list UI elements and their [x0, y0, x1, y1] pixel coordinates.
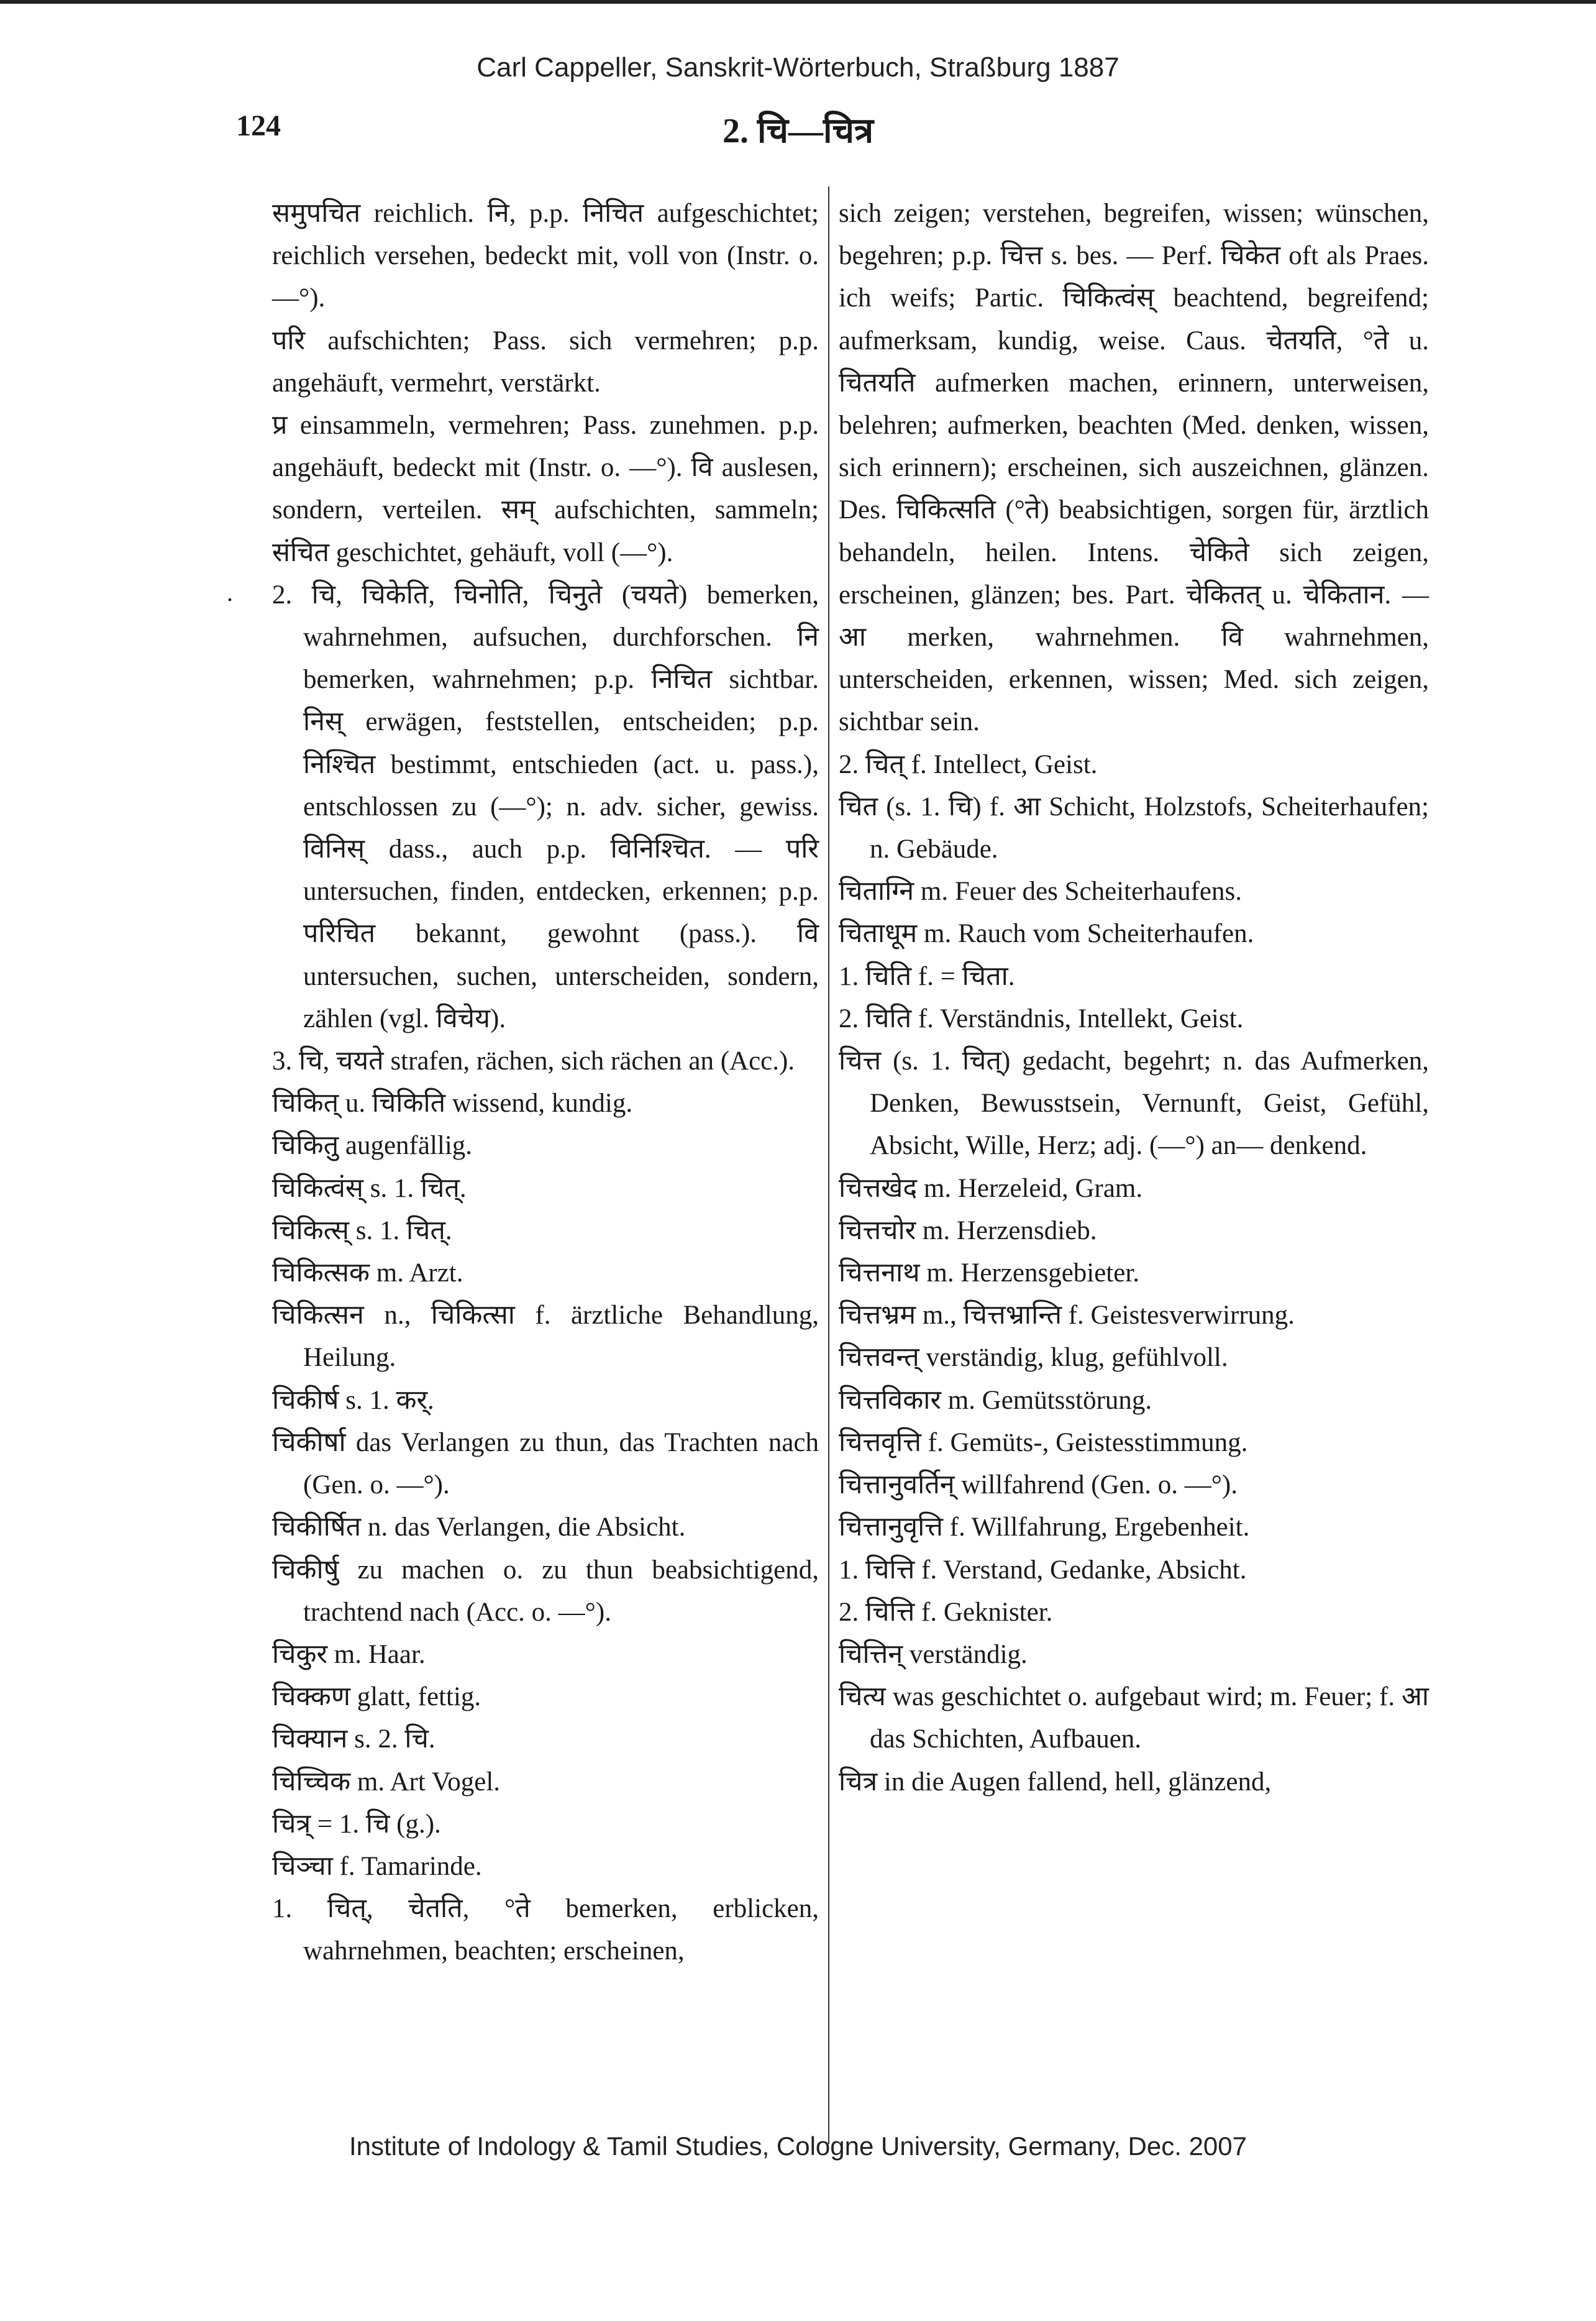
entry: चित्तविकार m. Gemütsstörung.	[839, 1385, 1152, 1415]
entry: चिच्चिक m. Art Vogel.	[272, 1767, 501, 1797]
entry: चिक्यान s. 2. चि.	[272, 1724, 435, 1754]
entry: चित्तभ्रम m., चित्तभ्रान्ति f. Geistesverwirrung.	[839, 1301, 1295, 1330]
entry: चित्तनाथ m. Herzensgebieter.	[839, 1258, 1140, 1288]
entry: चित्तानुवर्तिन् willfahrend (Gen. o. —°).	[839, 1470, 1238, 1500]
entry: चिकित्सक m. Arzt.	[272, 1258, 463, 1288]
entry: 2. चिति f. Verständnis, Intellekt, Geist.	[839, 1004, 1244, 1033]
left-column	[272, 193, 819, 1973]
entry: चिकीर्ष s. 1. कर्.	[272, 1385, 434, 1415]
entry: 1. चिति f. = चिता.	[839, 961, 1015, 991]
entry: 1. चित्, चेतति, °ते bemerken, erblicken, wahrnehmen, beachten; erscheinen,	[272, 1894, 819, 1966]
entry: चिकुर m. Haar.	[272, 1639, 426, 1669]
entry: चिकित्वंस् s. 1. चित्.	[272, 1173, 467, 1203]
entry: चिकीर्षित n. das Verlangen, die Absicht.	[272, 1513, 686, 1542]
entry: 1. चित्ति f. Verstand, Gedanke, Absicht.	[839, 1555, 1247, 1585]
entry: 2. चित् f. Intellect, Geist.	[839, 749, 1098, 779]
entry: चित्र् = 1. चि (g.).	[272, 1809, 441, 1839]
page-number: 124	[236, 109, 281, 142]
entry: चिक्कण glatt, fettig.	[272, 1682, 481, 1712]
entry: sich zeigen; verstehen, begreifen, wissen; wünschen, begehren; p.p. चित्त s. bes. — Perf. चिकेत oft als Praes. ich weifs; Partic. चिकित्वंस् beachtend, begreifend; aufmerksam, kundig, weise. Caus. चेतयति, °ते u. चितयति aufmerken machen, erinnern, unterweisen, belehren; aufmerken, beachten (Med. denken, wissen, sich erinnern); erscheinen, sich auszeichnen, glänzen. Des. चिकित्सति (°ते) beabsichtigen, sorgen für, ärztlich behandeln, heilen. Intens. चेकिते sich zeigen, erscheinen, glänzen; bes. Part. चेकितत् u. चेकितान. — आ merken, wahrnehmen. वि wahrnehmen, unterscheiden, erkennen, wissen; Med. sich zeigen, sichtbar sein.	[839, 199, 1429, 737]
entry: समुपचित reichlich. नि, p.p. निचित aufgeschichtet; reichlich versehen, bedeckt mit, voll von (Instr. o. —°).	[272, 199, 819, 313]
running-head: 2. चि—चित्र	[722, 112, 874, 150]
entry: परि aufschichten; Pass. sich vermehren; p.p. angehäuft, vermehrt, verstärkt.	[272, 326, 819, 398]
source-note: Carl Cappeller, Sanskrit-Wörterbuch, Straßburg 1887	[477, 52, 1119, 83]
entry: चित्तवृत्ति f. Gemüts-, Geistesstimmung.	[839, 1427, 1248, 1457]
entry: 2. चि, चिकेति, चिनोति, चिनुते (चयते) bemerken, wahrnehmen, aufsuchen, durchforschen. नि bemerken, wahrnehmen; p.p. निचित sichtbar. निस् erwägen, feststellen, entscheiden; p.p. निश्चित bestimmt, entschieden (act. u. pass.), entschlossen zu (—°); n. adv. sicher, gewiss. विनिस् dass., auch p.p. विनिश्चित. — परि untersuchen, finden, entdecken, erkennen; p.p. परिचित bekannt, gewohnt (pass.). वि untersuchen, suchen, unterscheiden, sondern, zählen (vgl. विचेय).	[272, 580, 819, 1033]
entry: 2. चित्ति f. Geknister.	[839, 1597, 1053, 1627]
entry: चित्त (s. 1. चित्) gedacht, begehrt; n. das Aufmerken, Denken, Bewusstsein, Vernunft, Geist, Gefühl, Absicht, Wille, Herz; adj. (—°) an— denkend.	[839, 1046, 1429, 1161]
entry: चिञ्चा f. Tamarinde.	[272, 1851, 482, 1881]
top-rule	[0, 0, 1596, 4]
entry: चिकीर्षा das Verlangen zu thun, das Trachten nach (Gen. o. —°).	[272, 1427, 819, 1500]
entry: चित्तवन्त् verständig, klug, gefühlvoll.	[839, 1343, 1228, 1373]
entry: चिकीर्षु zu machen o. zu thun beabsichtigend, trachtend nach (Acc. o. —°).	[272, 1555, 819, 1627]
footer-note: Institute of Indology & Tamil Studies, Cologne University, Germany, Dec. 2007	[349, 2131, 1247, 2161]
right-column	[839, 193, 1429, 1803]
entry: चित्तचोर m. Herzensdieb.	[839, 1215, 1097, 1245]
entry: चित्तानुवृत्ति f. Willfahrung, Ergebenheit.	[839, 1513, 1250, 1542]
entry: चित्तिन् verständig.	[839, 1639, 1028, 1669]
entry: चिताग्नि m. Feuer des Scheiterhaufens.	[839, 877, 1242, 907]
entry: चित्र in die Augen fallend, hell, glänzend,	[839, 1767, 1272, 1797]
entry: चिकित्सन n., चिकित्सा f. ärztliche Behandlung, Heilung.	[272, 1301, 819, 1373]
entry: चिकित् u. चिकिति wissend, kundig.	[272, 1089, 633, 1119]
entry: चित्तखेद m. Herzeleid, Gram.	[839, 1173, 1143, 1203]
entry: चित (s. 1. चि) f. आ Schicht, Holzstofs, Scheiterhaufen; n. Gebäude.	[839, 792, 1429, 864]
entry: प्र einsammeln, vermehren; Pass. zunehmen. p.p. angehäuft, bedeckt mit (Instr. o. —°). वि auslesen, sondern, verteilen. सम् aufschichten, sammeln; संचित geschichtet, gehäuft, voll (—°).	[272, 411, 819, 567]
column-divider	[828, 186, 829, 2144]
entry: चिकित्स् s. 1. चित्.	[272, 1215, 452, 1245]
entry: चिकितु augenfällig.	[272, 1131, 473, 1161]
entry: चित्य was geschichtet o. aufgebaut wird; m. Feuer; f. आ das Schichten, Aufbauen.	[839, 1682, 1429, 1754]
margin-dot: .	[227, 579, 233, 607]
entry: चिताधूम m. Rauch vom Scheiterhaufen.	[839, 919, 1254, 949]
entry: 3. चि, चयते strafen, rächen, sich rächen an (Acc.).	[272, 1046, 795, 1076]
